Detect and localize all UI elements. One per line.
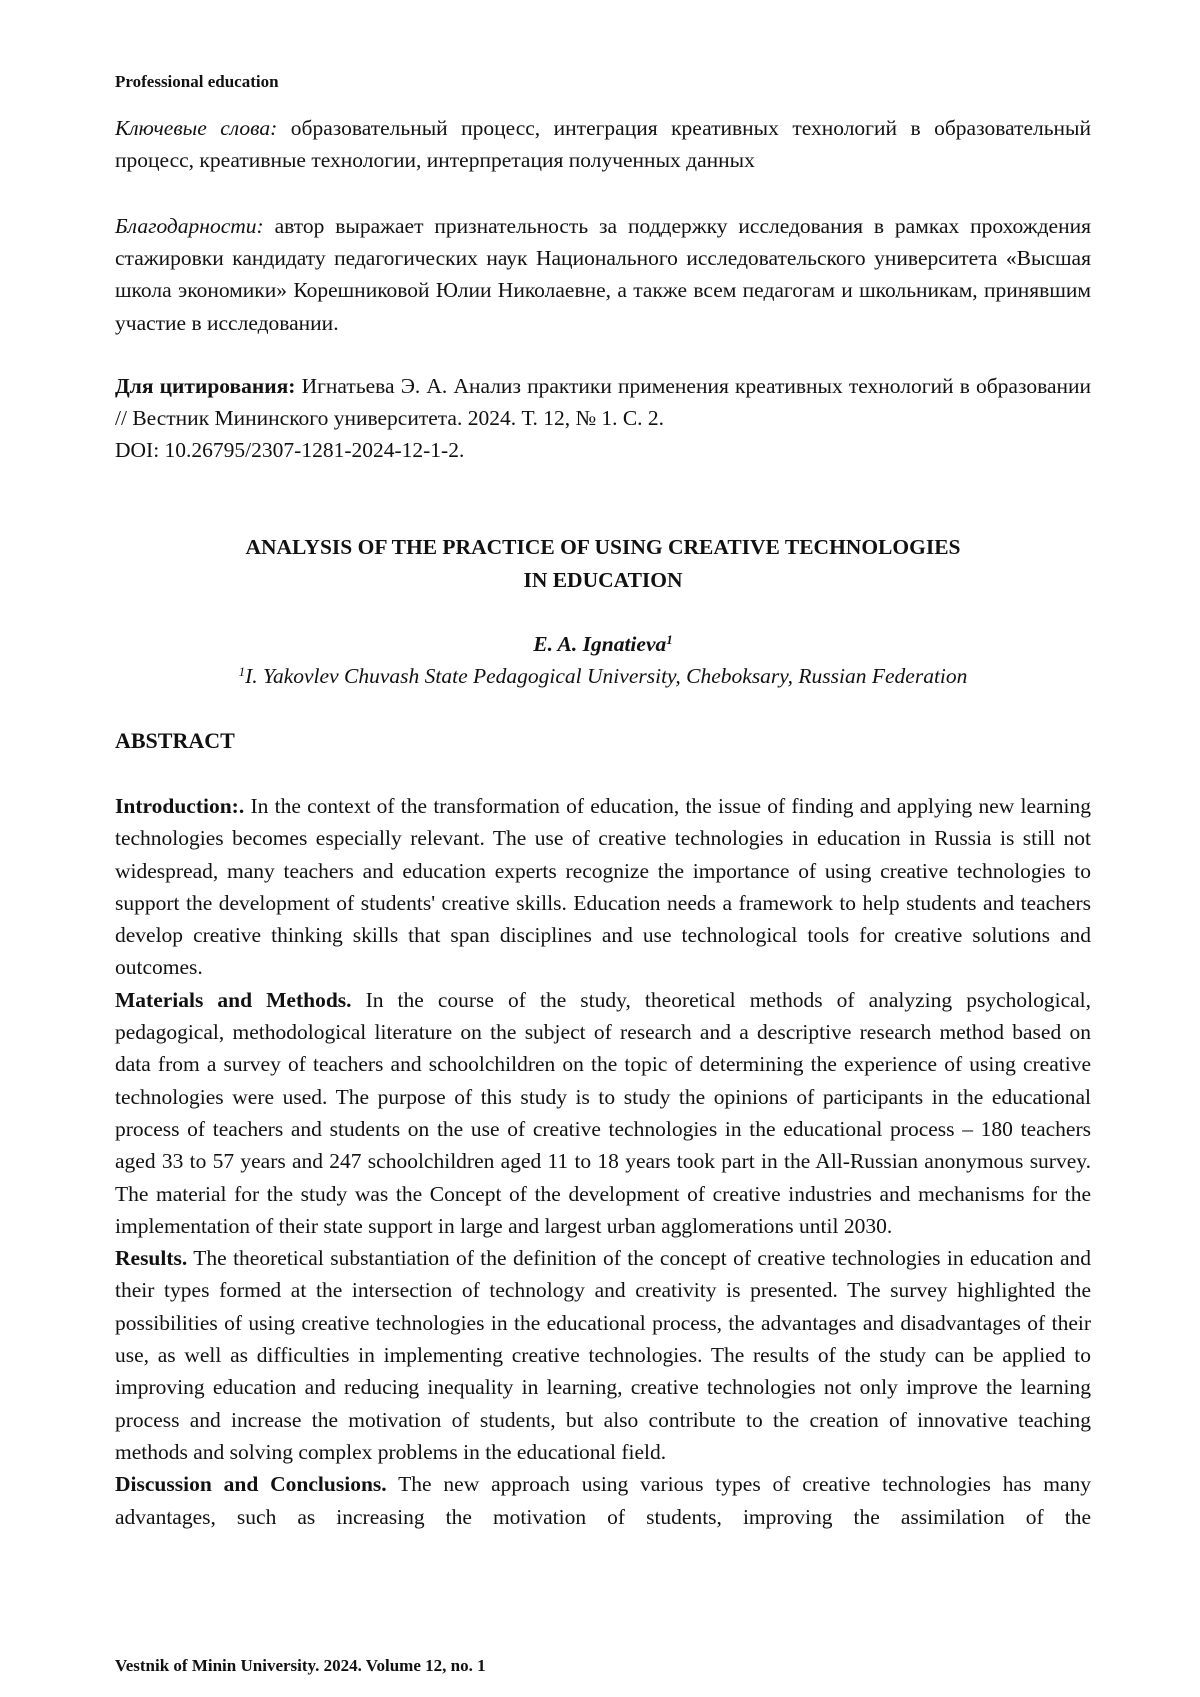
citation-label: Для цитирования:: [115, 374, 296, 398]
abstract-body: [115, 790, 1091, 1533]
citation-text: Игнатьева Э. А. Анализ практики применения креативных технологий в образовании // Вестник Мининского университета. 2024. Т. 12, № 1. С. 2.: [115, 374, 1092, 431]
abstract-section-text: In the context of the transformation of education, the issue of finding and applying new learning technologies becomes especially relevant. The use of creative technologies in education in Russia is still not widespread, many teachers and education experts recognize the importance of using creative technologies to support the development of students' creative skills. Education needs a framework to help students and teachers develop creative thinking skills that span disciplines and use technological tools for creative solutions and outcomes.: [115, 794, 1091, 980]
abstract-heading: ABSTRACT: [115, 728, 235, 753]
abstract-section-text: In the course of the study, theoretical methods of analyzing psychological, pedagogical, methodological literature on the subject of research and a descriptive research method based on data from a survey of teachers and schoolchildren on the topic of determining the experience of using creative technologies were used. The purpose of this study is to study the opinions of participants in the educational process of teachers and students on the use of creative technologies in the educational process – 180 teachers aged 33 to 57 years and 247 schoolchildren aged 11 to 18 years took part in the All-Russian anonymous survey. The material for the study was the Concept of the development of creative industries and mechanisms for the implementation of their state support in large and largest urban agglomerations until 2030.: [115, 987, 1092, 1238]
author: [115, 628, 1091, 660]
abstract-section-label: Materials and Methods.: [115, 987, 352, 1012]
keywords-label: Ключевые слова:: [115, 116, 278, 140]
article-title-line-1: ANALYSIS OF THE PRACTICE OF USING CREATIVE TECHNOLOGIES: [245, 535, 961, 559]
citation-paragraph: [115, 370, 1091, 467]
abstract-section-label: Discussion and Conclusions.: [115, 1472, 387, 1497]
abstract-section-label: Introduction:.: [115, 794, 245, 818]
affiliation-marker: 1: [238, 664, 246, 679]
abstract-discussion: [115, 1468, 1091, 1533]
abstract-introduction: [115, 790, 1091, 984]
keywords-paragraph: [115, 112, 1091, 176]
keywords-text: образовательный процесс, интеграция креативных технологий в образовательный процесс, креативные технологии, интерпретация полученных данных: [115, 116, 1092, 173]
article-title: [115, 531, 1091, 596]
acknowledgements-paragraph: [115, 210, 1091, 339]
abstract-section-label: Results.: [115, 1246, 188, 1271]
page-footer: Vestnik of Minin University. 2024. Volume 12, no. 1: [115, 1656, 486, 1675]
author-affiliation-marker: 1: [666, 632, 673, 647]
abstract-section-text: The theoretical substantiation of the definition of the concept of creative technologies in education and their types formed at the intersection of technology and creativity is presented. The survey highlighted the possibilities of using creative technologies in the educational process, the advantages and disadvantages of their use, as well as difficulties in implementing creative technologies. The results of the study can be applied to improving education and reducing inequality in learning, creative technologies not only improve the learning process and increase the motivation of students, but also contribute to the creation of innovative teaching methods and solving complex problems in the educational field.: [115, 1246, 1091, 1464]
abstract-section-text: The new approach using various types of creative technologies has many advantages, such as increasing the motivation of students, improving the assimilation of the: [115, 1472, 1091, 1529]
abstract-materials-methods: [115, 984, 1091, 1242]
affiliation: [115, 660, 1091, 692]
affiliation-text: I. Yakovlev Chuvash State Pedagogical University, Cheboksary, Russian Federation: [245, 664, 968, 688]
article-title-line-2: IN EDUCATION: [523, 567, 683, 592]
author-name: E. A. Ignatieva: [533, 632, 667, 656]
acknowledgements-text: автор выражает признательность за поддержку исследования в рамках прохождения стажировки кандидату педагогических наук Национального исследовательского университета «Высшая школа экономики» Корешниковой Юлии Николаевне, а также всем педагогам и школьникам, принявшим участие в исследовании.: [115, 214, 1091, 335]
running-head: Professional education: [115, 72, 279, 91]
doi-text: DOI: 10.26795/2307-1281-2024-12-1-2.: [115, 438, 465, 463]
acknowledgements-label: Благодарности:: [115, 214, 264, 238]
abstract-results: [115, 1242, 1091, 1468]
